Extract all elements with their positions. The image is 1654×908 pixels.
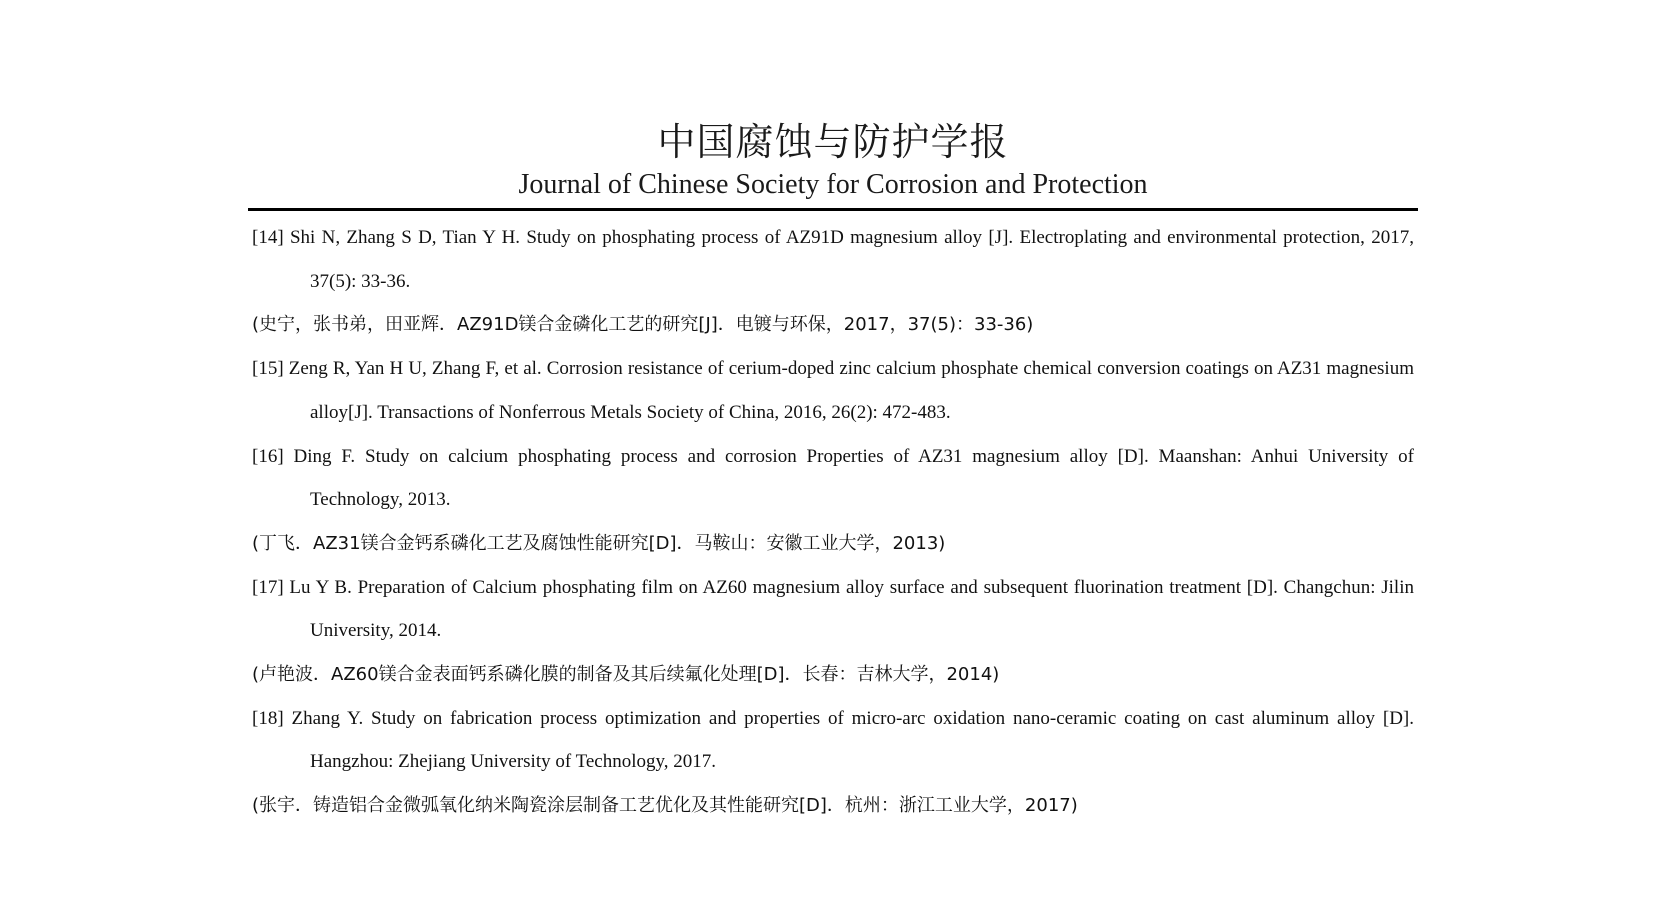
reference-17: [17] Lu Y B. Preparation of Calcium phosphating film on AZ60 magnesium alloy surface and subsequent fluorination treatment [D]. Changchun: Jilin University, 2014. (252, 576, 1414, 642)
header-divider (248, 208, 1418, 211)
reference-16: [16] Ding F. Study on calcium phosphating process and corrosion Properties of AZ31 magnesium alloy [D]. Maanshan: Anhui University of Technology, 2013. (252, 445, 1414, 511)
reference-18: [18] Zhang Y. Study on fabrication process optimization and properties of micro-arc oxidation nano-ceramic coating on cast aluminum alloy [D]. Hangzhou: Zhejiang University of Technology, 2017. (252, 707, 1414, 773)
journal-header (248, 118, 1418, 202)
reference-14-chinese: (史宁，张书弟，田亚辉．AZ91D镁合金磷化工艺的研究[J]．电镀与环保，2017，37(5)：33-36) (252, 314, 1034, 336)
reference-14: [14] Shi N, Zhang S D, Tian Y H. Study on phosphating process of AZ91D magnesium alloy [J]. Electroplating and environmental protection, 2017, 37(5): 33-36. (252, 227, 1414, 292)
journal-title-english: Journal of Chinese Society for Corrosion and Protection (518, 169, 1148, 200)
journal-title-chinese: 中国腐蚀与防护学报 (657, 120, 1009, 164)
reference-list (252, 216, 1414, 828)
reference-15: [15] Zeng R, Yan H U, Zhang F, et al. Corrosion resistance of cerium-doped zinc calcium phosphate chemical conversion coatings on AZ31 magnesium alloy[J]. Transactions of Nonferrous Metals Society of China, 2016, 26(2): 472-483. (252, 358, 1414, 423)
reference-17-chinese: (卢艳波．AZ60镁合金表面钙系磷化膜的制备及其后续氟化处理[D]．长春：吉林大学，2014) (252, 664, 1000, 686)
reference-18-chinese: (张宇．铸造铝合金微弧氧化纳米陶瓷涂层制备工艺优化及其性能研究[D]．杭州：浙江工业大学，2017) (252, 795, 1078, 817)
reference-16-chinese: (丁飞．AZ31镁合金钙系磷化工艺及腐蚀性能研究[D]．马鞍山：安徽工业大学，2013) (252, 532, 946, 554)
